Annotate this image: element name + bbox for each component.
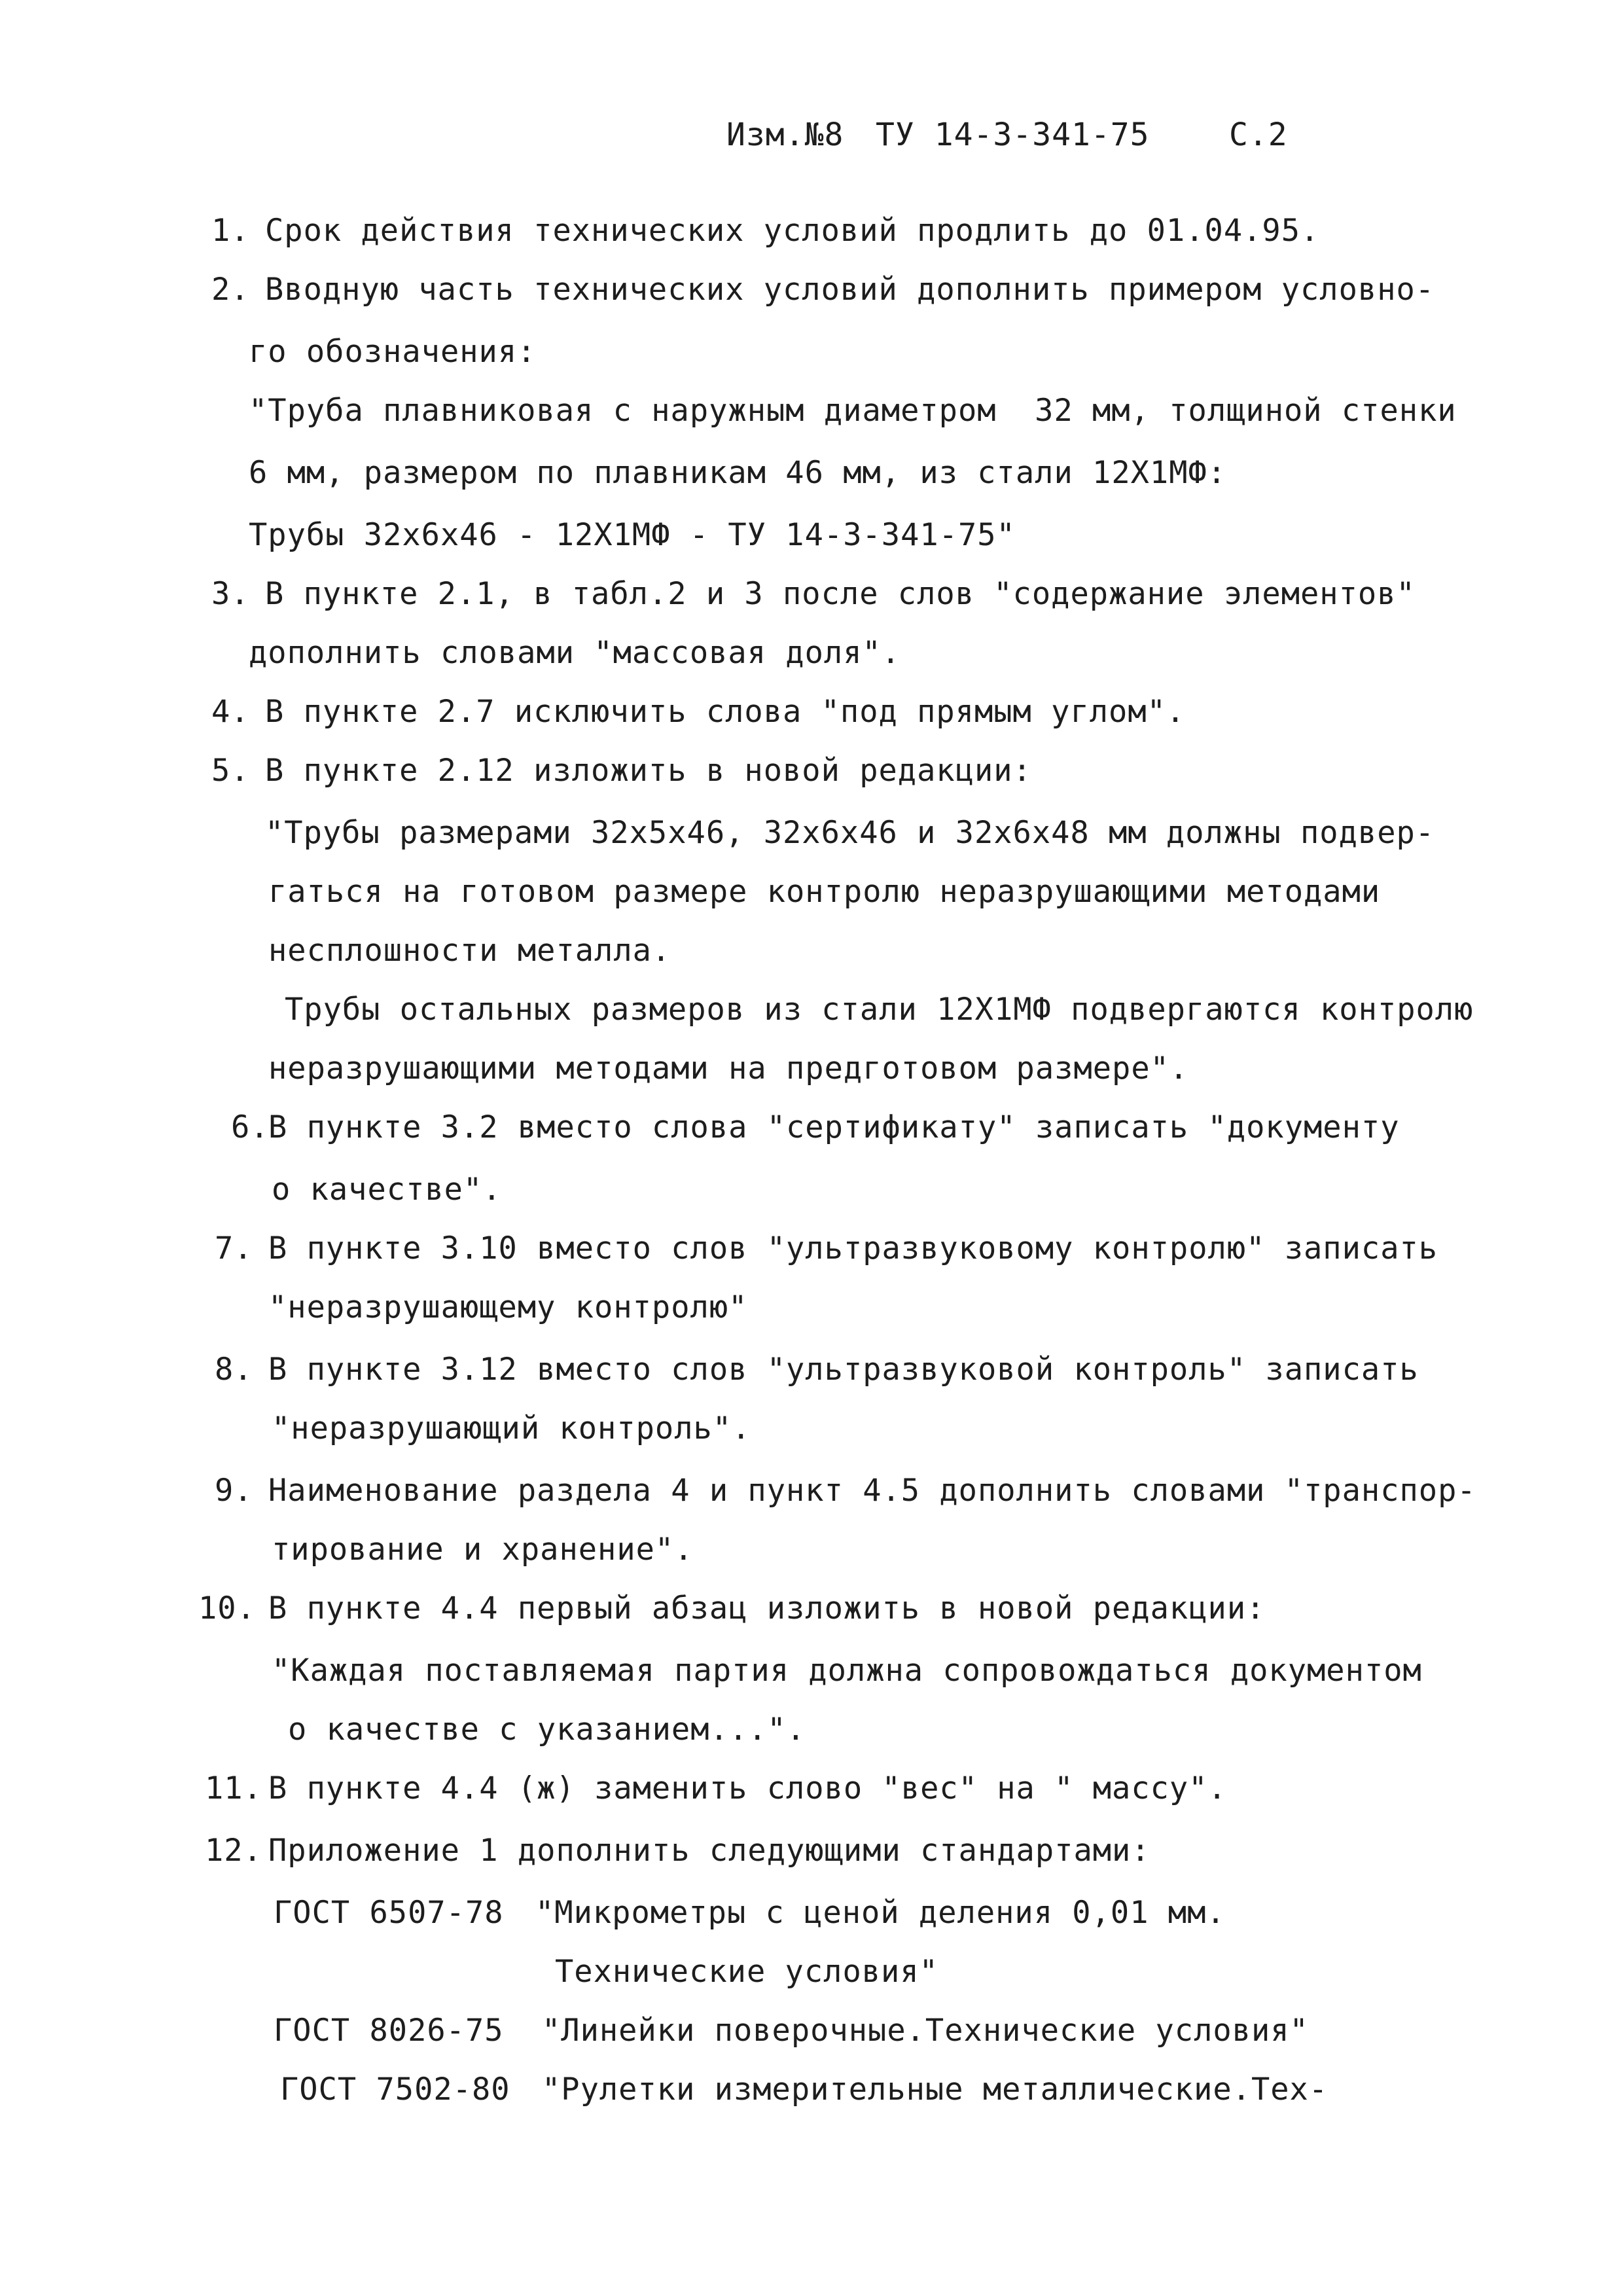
item-text: го обозначения: [249, 334, 537, 370]
item-text: "Трубы размерами 32х5х46, 32х6х46 и 32х6х48 мм должны подвер- [265, 815, 1435, 851]
page-number: С.2 [1229, 117, 1288, 153]
item-text: В пункте 3.12 вместо слов "ультразвуковой контроль" записать [268, 1352, 1419, 1388]
item-number: 8. [215, 1352, 253, 1388]
item-text: несплошности металла. [268, 933, 671, 969]
standard-title: "Линейки поверочные.Технические условия" [542, 2013, 1309, 2049]
item-text: Трубы 32х6х46 - 12Х1МФ - ТУ 14-3-341-75" [249, 517, 1016, 553]
item-text: "неразрушающий контроль". [272, 1410, 751, 1446]
item-number: 5. [211, 753, 250, 789]
item-text: Срок действия технических условий продлить до 01.04.95. [265, 213, 1320, 249]
item-text: В пункте 2.7 исключить слова "под прямым углом". [265, 694, 1186, 730]
item-text: 6 мм, размером по плавникам 46 мм, из стали 12Х1МФ: [249, 455, 1227, 491]
item-text: "Каждая поставляемая партия должна сопровождаться документом [272, 1653, 1422, 1689]
item-text: "Труба плавниковая с наружным диаметром 32 мм, толщиной стенки [249, 393, 1457, 429]
item-text: В пункте 2.1, в табл.2 и 3 после слов "содержание элементов" [265, 576, 1416, 612]
item-text: гаться на готовом размере контролю неразрушающими методами [268, 874, 1381, 910]
item-number: 2. [211, 272, 250, 308]
item-text: Наименование раздела 4 и пункт 4.5 дополнить словами "транспор- [268, 1473, 1476, 1509]
standard-code: ГОСТ 7502-80 [280, 2072, 510, 2108]
item-text: Вводную часть технических условий дополнить примером условно- [265, 272, 1435, 308]
item-text: тирование и хранение". [272, 1532, 694, 1568]
item-number: 11. [205, 1770, 262, 1806]
item-number: 9. [215, 1473, 253, 1509]
item-number: 1. [211, 213, 250, 249]
change-number: Изм.№8 [726, 117, 844, 153]
item-text: "неразрушающему контролю" [268, 1289, 748, 1325]
standard-code: ГОСТ 6507-78 [274, 1895, 504, 1931]
item-number: 7. [215, 1230, 253, 1266]
spec-number: ТУ 14-3-341-75 [876, 117, 1150, 153]
item-number: 6. [231, 1109, 270, 1145]
item-number: 10. [198, 1590, 256, 1626]
item-text: В пункте 3.2 вместо слова "сертификату" записать "документу [268, 1109, 1400, 1145]
item-text: В пункте 4.4 первый абзац изложить в новой редакции: [268, 1590, 1266, 1626]
standard-title: Технические условия" [555, 1954, 938, 1990]
item-text: дополнить словами "массовая доля". [249, 635, 901, 671]
item-text: В пункте 2.12 изложить в новой редакции: [265, 753, 1032, 789]
item-text: В пункте 3.10 вместо слов "ультразвуковому контролю" записать [268, 1230, 1438, 1266]
item-text: Приложение 1 дополнить следующими стандартами: [268, 1833, 1150, 1869]
item-text: о качестве с указанием...". [288, 1712, 806, 1748]
item-number: 12. [205, 1833, 262, 1869]
standard-title: "Рулетки измерительные металлические.Тех- [542, 2072, 1329, 2108]
item-text: Трубы остальных размеров из стали 12Х1МФ подвергаются контролю [285, 992, 1474, 1028]
standard-title: "Микрометры с ценой деления 0,01 мм. [535, 1895, 1226, 1931]
item-number: 4. [211, 694, 250, 730]
item-number: 3. [211, 576, 250, 612]
standard-code: ГОСТ 8026-75 [274, 2013, 504, 2049]
item-text: неразрушающими методами на предготовом размере". [268, 1050, 1189, 1086]
item-text: о качестве". [272, 1172, 502, 1208]
item-text: В пункте 4.4 (ж) заменить слово "вес" на " массу". [268, 1770, 1227, 1806]
